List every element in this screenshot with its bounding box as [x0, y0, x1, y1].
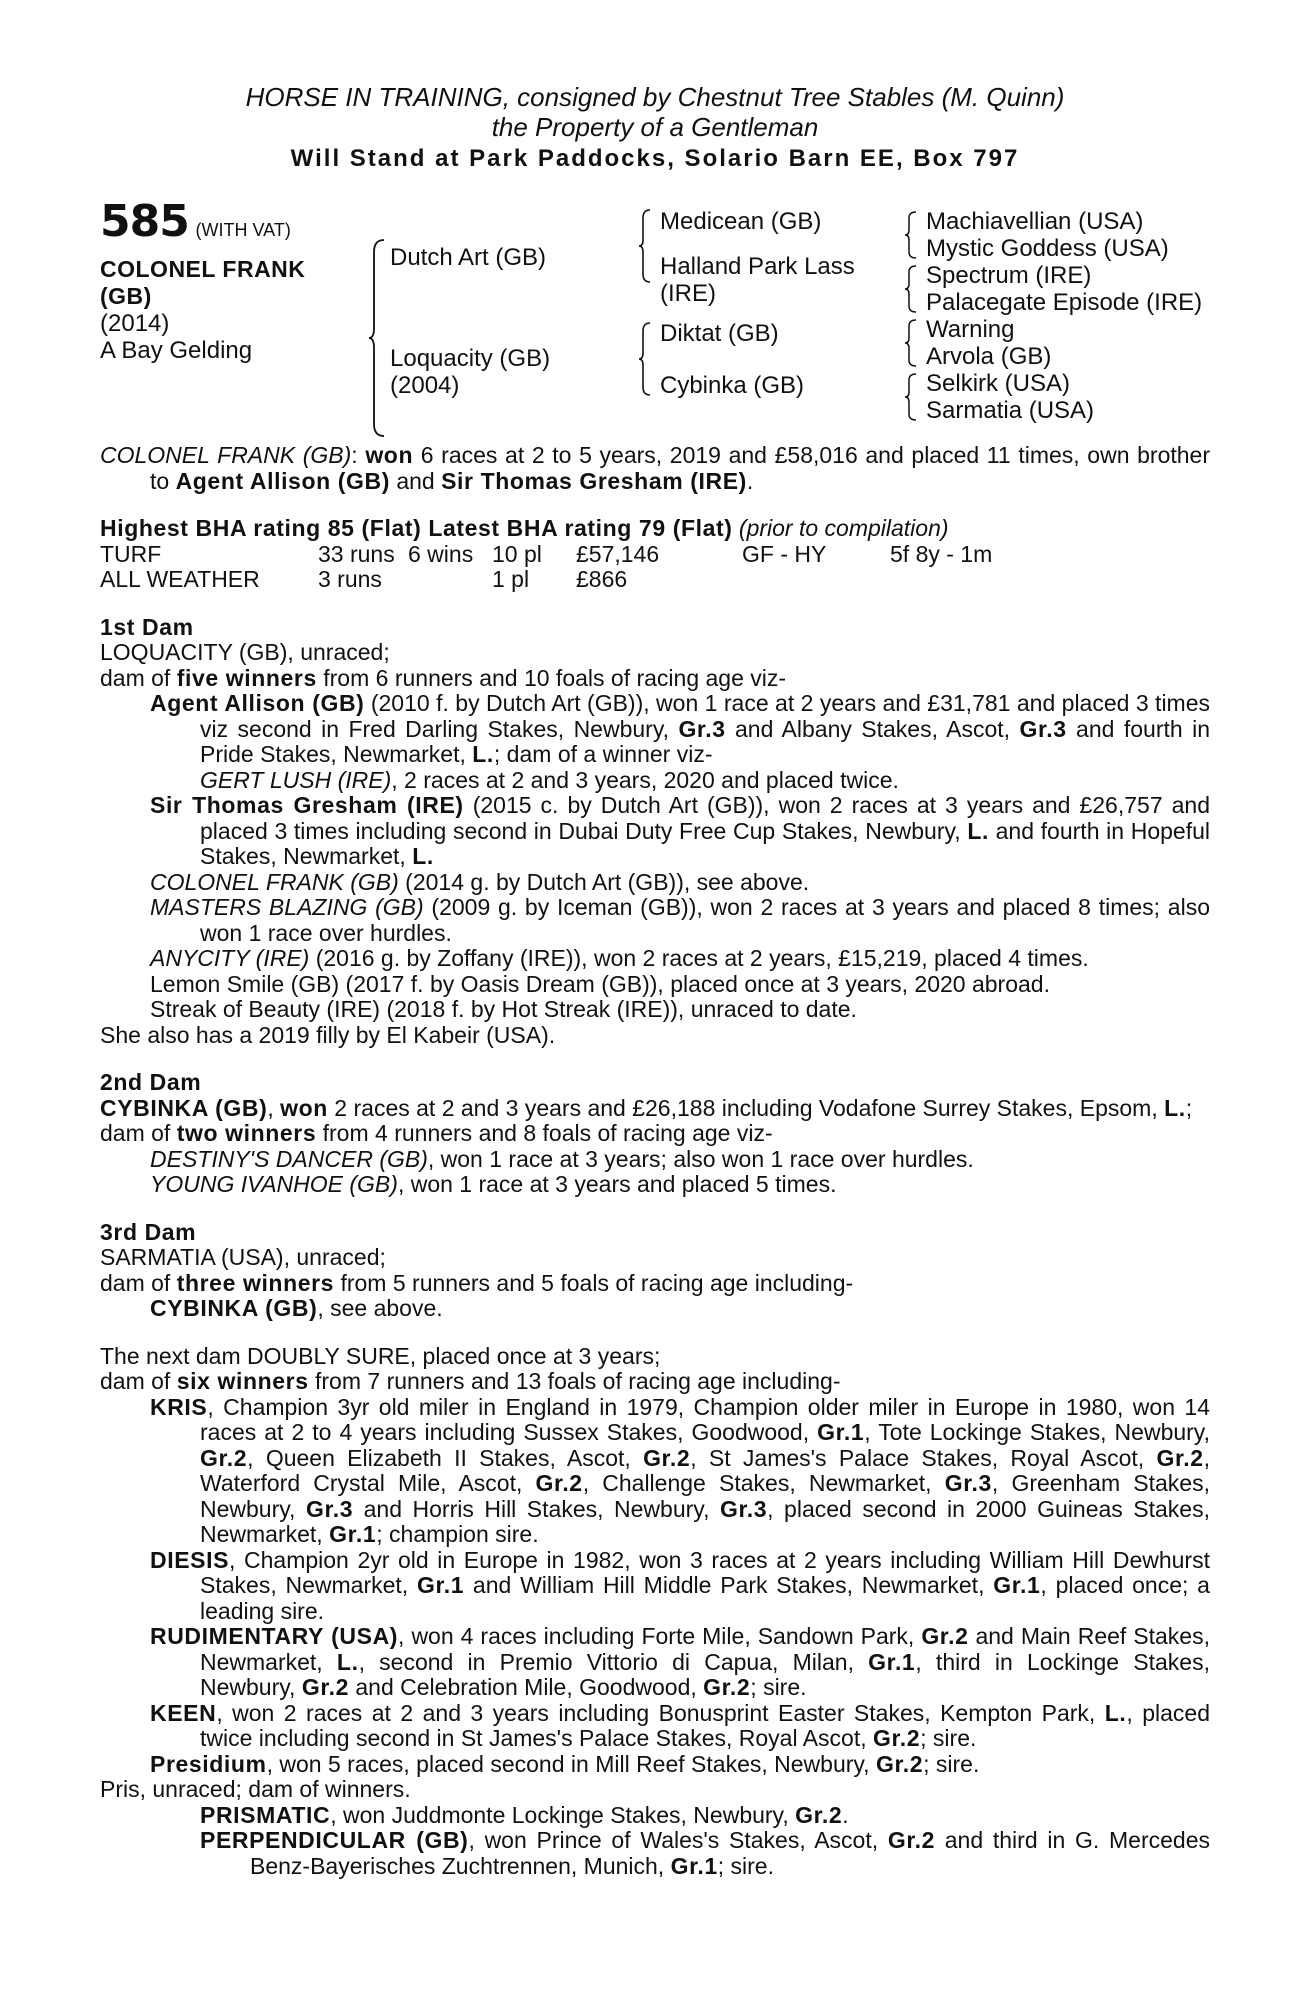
ratings-row-aw [100, 567, 1210, 593]
t: , second in Premio Vittorio di Capua, Milan, [358, 1648, 869, 1675]
t: (2016 g. by Zoffany (IRE)), won 2 races at 2 years, £15,219, placed 4 times. [309, 945, 1089, 971]
t: , Champion 2yr old in Europe in 1982, won 3 races at 2 years including William Hill Dewhurst Stakes, Newmarket, [200, 1546, 1210, 1598]
race-summary [100, 443, 1210, 494]
second-dam-heading: 2nd Dam [100, 1069, 202, 1095]
t: , placed twice including second in St James's Palace Stakes, Royal Ascot, [200, 1699, 1210, 1751]
produce-name: CYBINKA (GB) [150, 1295, 318, 1321]
t: and William Hill Middle Park Stakes, Newmarket, [464, 1572, 994, 1598]
t: from 7 runners and 13 foals of racing age including- [308, 1368, 841, 1394]
prize: £57,146 [576, 540, 660, 567]
gg-brace-2 [904, 264, 918, 314]
t: 2 races at 2 and 3 years and £26,188 including Vodafone Surrey Stakes, Epsom, [327, 1094, 1165, 1121]
t: , [267, 1094, 281, 1121]
grade: Gr.2 [703, 1674, 751, 1700]
produce-name: KRIS [150, 1393, 208, 1420]
property-line: the Property of a Gentleman [491, 112, 819, 142]
produce-diesis [100, 1548, 1210, 1625]
ratings-row-turf [100, 542, 1210, 568]
grade: Gr.3 [719, 1495, 768, 1522]
dam-dam: Cybinka (GB) [660, 372, 805, 399]
produce-young-ivanhoe [100, 1172, 1210, 1198]
foaling-year: (2014) [100, 310, 170, 337]
produce-name: COLONEL FRANK (GB) [150, 868, 399, 895]
grade: Gr.3 [305, 1495, 354, 1522]
surface: TURF [100, 540, 162, 567]
grade: L. [336, 1648, 359, 1675]
t: , see above. [317, 1295, 443, 1321]
t: , placed second in 2000 Guineas Stakes, Newmarket, [200, 1495, 1210, 1547]
t: , won 5 races, placed second in Mill Reef Stakes, Newbury, [266, 1750, 876, 1777]
t: dam of [100, 1120, 177, 1146]
ratings-note: (prior to compilation) [738, 515, 949, 541]
t: ; sire. [923, 1750, 980, 1777]
second-dam-produce [100, 1121, 1210, 1147]
produce-name: MASTERS BLAZING (GB) [150, 894, 424, 920]
t: and Horris Hill Stakes, Newbury, [353, 1495, 720, 1522]
t: and Celebration Mile, Goodwood, [348, 1674, 704, 1700]
grade: Gr.2 [921, 1623, 969, 1649]
t: , won Juddmonte Lockinge Stakes, Newbury, [330, 1801, 796, 1828]
produce-name: Presidium [150, 1750, 267, 1777]
t: from 4 runners and 8 foals of racing age viz- [316, 1120, 773, 1146]
t: ; sire. [920, 1725, 977, 1751]
sire-sire: Medicean (GB) [660, 208, 822, 235]
produce-name: PRISMATIC [200, 1801, 331, 1828]
lot-header [100, 196, 291, 247]
produce-name: RUDIMENTARY (USA) [150, 1623, 399, 1649]
t: , Champion 3yr old miler in England in 1979, Champion older miler in Europe in 1980, won 14 races at 2 to 4 years including Sussex Stakes, Goodwood, [200, 1393, 1210, 1445]
grade: Gr.2 [301, 1674, 349, 1700]
ratings-heading [100, 516, 1210, 542]
produce-streak-of-beauty: Streak of Beauty (IRE) (2018 f. by Hot Streak (IRE)), unraced to date. [150, 996, 857, 1022]
produce-name: KEEN [150, 1699, 217, 1726]
sire-brace [638, 208, 652, 284]
produce-name: Sir Thomas Gresham (IRE) [150, 792, 464, 818]
dam-sire: Diktat (GB) [660, 320, 779, 347]
t: , won Prince of Wales's Stakes, Ascot, [468, 1827, 888, 1853]
t: ; sire. [717, 1852, 774, 1879]
winners-count: three winners [176, 1269, 335, 1296]
dam-name: CYBINKA (GB) [100, 1094, 268, 1121]
t: , won 1 race at 3 years; also won 1 race over hurdles. [427, 1145, 974, 1172]
produce-destinys-dancer [100, 1147, 1210, 1173]
winners-count: five winners [176, 664, 317, 691]
t: , won 1 race at 3 years and placed 5 times. [397, 1171, 837, 1197]
sire-dam: Halland Park Lass [660, 253, 855, 280]
t: , Tote Lockinge Stakes, Newbury, [864, 1419, 1210, 1445]
produce-pris: Pris, unraced; dam of winners. [100, 1776, 411, 1802]
great-granddam-2: Palacegate Episode (IRE) [926, 289, 1203, 316]
t: (2010 f. by Dutch Art (GB)), won 1 race at 2 years and £31,781 and placed 3 times viz second in Fred Darling Stakes, Newbury, [200, 690, 1210, 742]
t: , won 2 races at 2 and 3 years including Bonusprint Easter Stakes, Kempton Park, [216, 1699, 1105, 1726]
t: from 6 runners and 10 foals of racing age viz- [316, 664, 787, 691]
produce-agent-allison [100, 691, 1210, 768]
great-granddam-4: Sarmatia (USA) [926, 397, 1095, 424]
t: and fourth in Pride Stakes, Newmarket, [200, 715, 1210, 767]
t: dam of [100, 1269, 177, 1296]
first-dam-heading: 1st Dam [100, 613, 194, 640]
grade: L. [1164, 1094, 1186, 1121]
t: (2015 c. by Dutch Art (GB)), won 2 races at 3 years and £26,757 and placed 3 times including second in Dubai Duty Free Cup Stakes, Newbury, [200, 792, 1211, 844]
grade: Gr.2 [535, 1470, 583, 1496]
produce-name: DESTINY'S DANCER (GB) [150, 1145, 428, 1172]
summary-and: and [389, 467, 442, 494]
dam-year: (2004) [390, 372, 460, 399]
runs: 3 runs [318, 566, 382, 592]
sire: Dutch Art (GB) [390, 244, 547, 271]
great-granddam-1: Mystic Goddess (USA) [926, 235, 1169, 262]
grade: Gr.1 [416, 1572, 465, 1598]
t: , St James's Palace Stakes, Royal Ascot, [690, 1444, 1157, 1471]
summary-sep: : [351, 442, 366, 468]
grade: Gr.2 [873, 1725, 921, 1751]
t: and Albany Stakes, Ascot, [725, 715, 1020, 742]
summary-horse: COLONEL FRANK (GB) [100, 442, 352, 468]
t: ; sire. [750, 1674, 807, 1700]
produce-filly-note: She also has a 2019 filly by El Kabeir (USA). [100, 1021, 556, 1048]
grade: Gr.2 [795, 1801, 843, 1828]
winners-count: two winners [176, 1120, 317, 1146]
produce-cybinka [100, 1296, 1210, 1322]
grade: Gr.2 [1156, 1444, 1204, 1471]
great-grandsire-4: Selkirk (USA) [926, 370, 1071, 397]
produce-anycity [100, 946, 1210, 972]
produce-masters-blazing [100, 895, 1210, 946]
gg-brace-1 [904, 210, 918, 260]
lot-number: 585 [100, 196, 189, 247]
dam-brace [638, 321, 652, 397]
produce-rudimentary [100, 1624, 1210, 1701]
first-dam-line: LOQUACITY (GB), unraced; [100, 639, 390, 665]
grade: Gr.1 [817, 1419, 865, 1445]
second-dam-line [100, 1096, 1210, 1122]
surface: ALL WEATHER [100, 566, 260, 592]
great-grandsire-1: Machiavellian (USA) [926, 208, 1144, 235]
produce-colonel-frank [100, 870, 1210, 896]
t: (2014 g. by Dutch Art (GB)), see above. [398, 868, 810, 895]
pedigree-table [100, 196, 1210, 443]
distance: 5f 8y - 1m [890, 540, 993, 567]
gg-brace-4 [904, 372, 918, 422]
location-line: Will Stand at Park Paddocks, Solario Barn EE, Box 797 [290, 145, 1020, 172]
next-dam-line: The next dam DOUBLY SURE, placed once at 3 years; [100, 1342, 661, 1369]
grade: L. [412, 843, 434, 869]
third-dam-heading: 3rd Dam [100, 1218, 197, 1245]
t: , Greenham Stakes, Newbury, [200, 1470, 1210, 1522]
t: , won 4 races including Forte Mile, Sandown Park, [398, 1623, 922, 1649]
pedigree-brace [368, 238, 388, 438]
produce-name: ANYCITY (IRE) [150, 945, 310, 971]
produce-lemon-smile: Lemon Smile (GB) (2017 f. by Oasis Dream (GB)), placed once at 3 years, 2020 abroad. [150, 970, 1050, 997]
winners-count: six winners [176, 1368, 309, 1394]
grade: Gr.2 [875, 1750, 924, 1777]
grade: Gr.3 [944, 1470, 992, 1496]
sibling-2: Sir Thomas Gresham (IRE) [441, 467, 747, 494]
produce-name: PERPENDICULAR (GB) [200, 1827, 469, 1853]
t: and fourth in Hopeful Stakes, Newmarket, [200, 817, 1210, 869]
grade: Gr.3 [1019, 715, 1067, 742]
t: , third in Lockinge Stakes, Newbury, [200, 1648, 1210, 1700]
produce-name: YOUNG IVANHOE (GB) [150, 1171, 398, 1197]
summary-text: 6 races at 2 to 5 years, 2019 and £58,016 and placed 11 times, own brother to [150, 442, 1210, 494]
grade: Gr.3 [678, 715, 726, 742]
dam: Loquacity (GB) [390, 345, 551, 372]
produce-presidium [100, 1752, 1210, 1778]
horse-description: A Bay Gelding [100, 337, 253, 364]
third-dam-produce [100, 1271, 1210, 1297]
t: (2009 g. by Iceman (GB)), won 2 races at 3 years and placed 8 times; also won 1 race over hurdles. [200, 894, 1210, 946]
t: from 5 runners and 5 foals of racing age including- [334, 1269, 854, 1296]
t: , Queen Elizabeth II Stakes, Ascot, [247, 1444, 644, 1471]
prize: £866 [576, 566, 628, 592]
grade: L. [1104, 1699, 1127, 1726]
produce-kris [100, 1395, 1210, 1548]
t: , placed once; a leading sire. [200, 1572, 1210, 1624]
great-granddam-3: Arvola (GB) [926, 343, 1052, 370]
horse-name: COLONEL FRANK [100, 256, 306, 282]
placed: 10 pl [492, 540, 542, 567]
summary-end: . [746, 467, 754, 494]
runs: 33 runs [318, 540, 395, 567]
grade: Gr.1 [868, 1648, 916, 1675]
placed: 1 pl [492, 566, 530, 592]
t: , 2 races at 2 and 3 years, 2020 and placed twice. [391, 766, 899, 793]
t: ; [1185, 1094, 1193, 1121]
first-dam-produce [100, 666, 1210, 692]
sire-dam-country: (IRE) [660, 280, 716, 307]
produce-sir-thomas-gresham [100, 793, 1210, 870]
great-grandsire-3: Warning [926, 316, 1015, 343]
wins: 6 wins [408, 540, 474, 567]
grade: L. [472, 741, 494, 767]
grade: Gr.1 [993, 1572, 1041, 1598]
won: won [280, 1094, 328, 1121]
produce-keen [100, 1701, 1210, 1752]
t: and Main Reef Stakes, Newmarket, [200, 1623, 1210, 1675]
horse-name-country: (GB) [100, 283, 152, 309]
t: ; champion sire. [376, 1521, 539, 1547]
t: ; dam of a winner viz- [493, 741, 713, 767]
gg-brace-3 [904, 318, 918, 368]
t: , Waterford Crystal Mile, Ascot, [200, 1444, 1210, 1496]
produce-name: Agent Allison (GB) [150, 690, 365, 716]
sibling-1: Agent Allison (GB) [175, 467, 390, 494]
going: GF - HY [742, 540, 827, 567]
grade: Gr.1 [329, 1521, 377, 1547]
t: dam of [100, 1368, 177, 1394]
great-grandsire-2: Spectrum (IRE) [926, 262, 1092, 289]
next-dam-produce [100, 1369, 1210, 1395]
produce-gert-lush [100, 768, 1210, 794]
grade: Gr.1 [670, 1852, 718, 1879]
catalogue-page [100, 82, 1210, 1879]
summary-won: won [365, 442, 414, 468]
t: . [842, 1801, 849, 1828]
grade: Gr.2 [200, 1444, 248, 1471]
grade: Gr.2 [887, 1827, 936, 1853]
produce-perpendicular [100, 1828, 1210, 1879]
grade: Gr.2 [643, 1444, 691, 1471]
grade: L. [967, 817, 989, 844]
produce-prismatic [100, 1803, 1210, 1829]
t: and third in G. Mercedes Benz-Bayerisches Zuchtrennen, Munich, [250, 1827, 1210, 1879]
consignor-line: HORSE IN TRAINING, consigned by Chestnut Tree Stables (M. Quinn) [245, 82, 1065, 112]
ratings-title: Highest BHA rating 85 (Flat) Latest BHA rating 79 (Flat) [100, 515, 733, 541]
t: dam of [100, 664, 177, 691]
vat-label: (WITH VAT) [195, 220, 291, 240]
t: , Challenge Stakes, Newmarket, [582, 1470, 945, 1496]
produce-name: GERT LUSH (IRE) [200, 766, 392, 793]
produce-name: DIESIS [150, 1546, 230, 1573]
third-dam-line: SARMATIA (USA), unraced; [100, 1244, 386, 1270]
